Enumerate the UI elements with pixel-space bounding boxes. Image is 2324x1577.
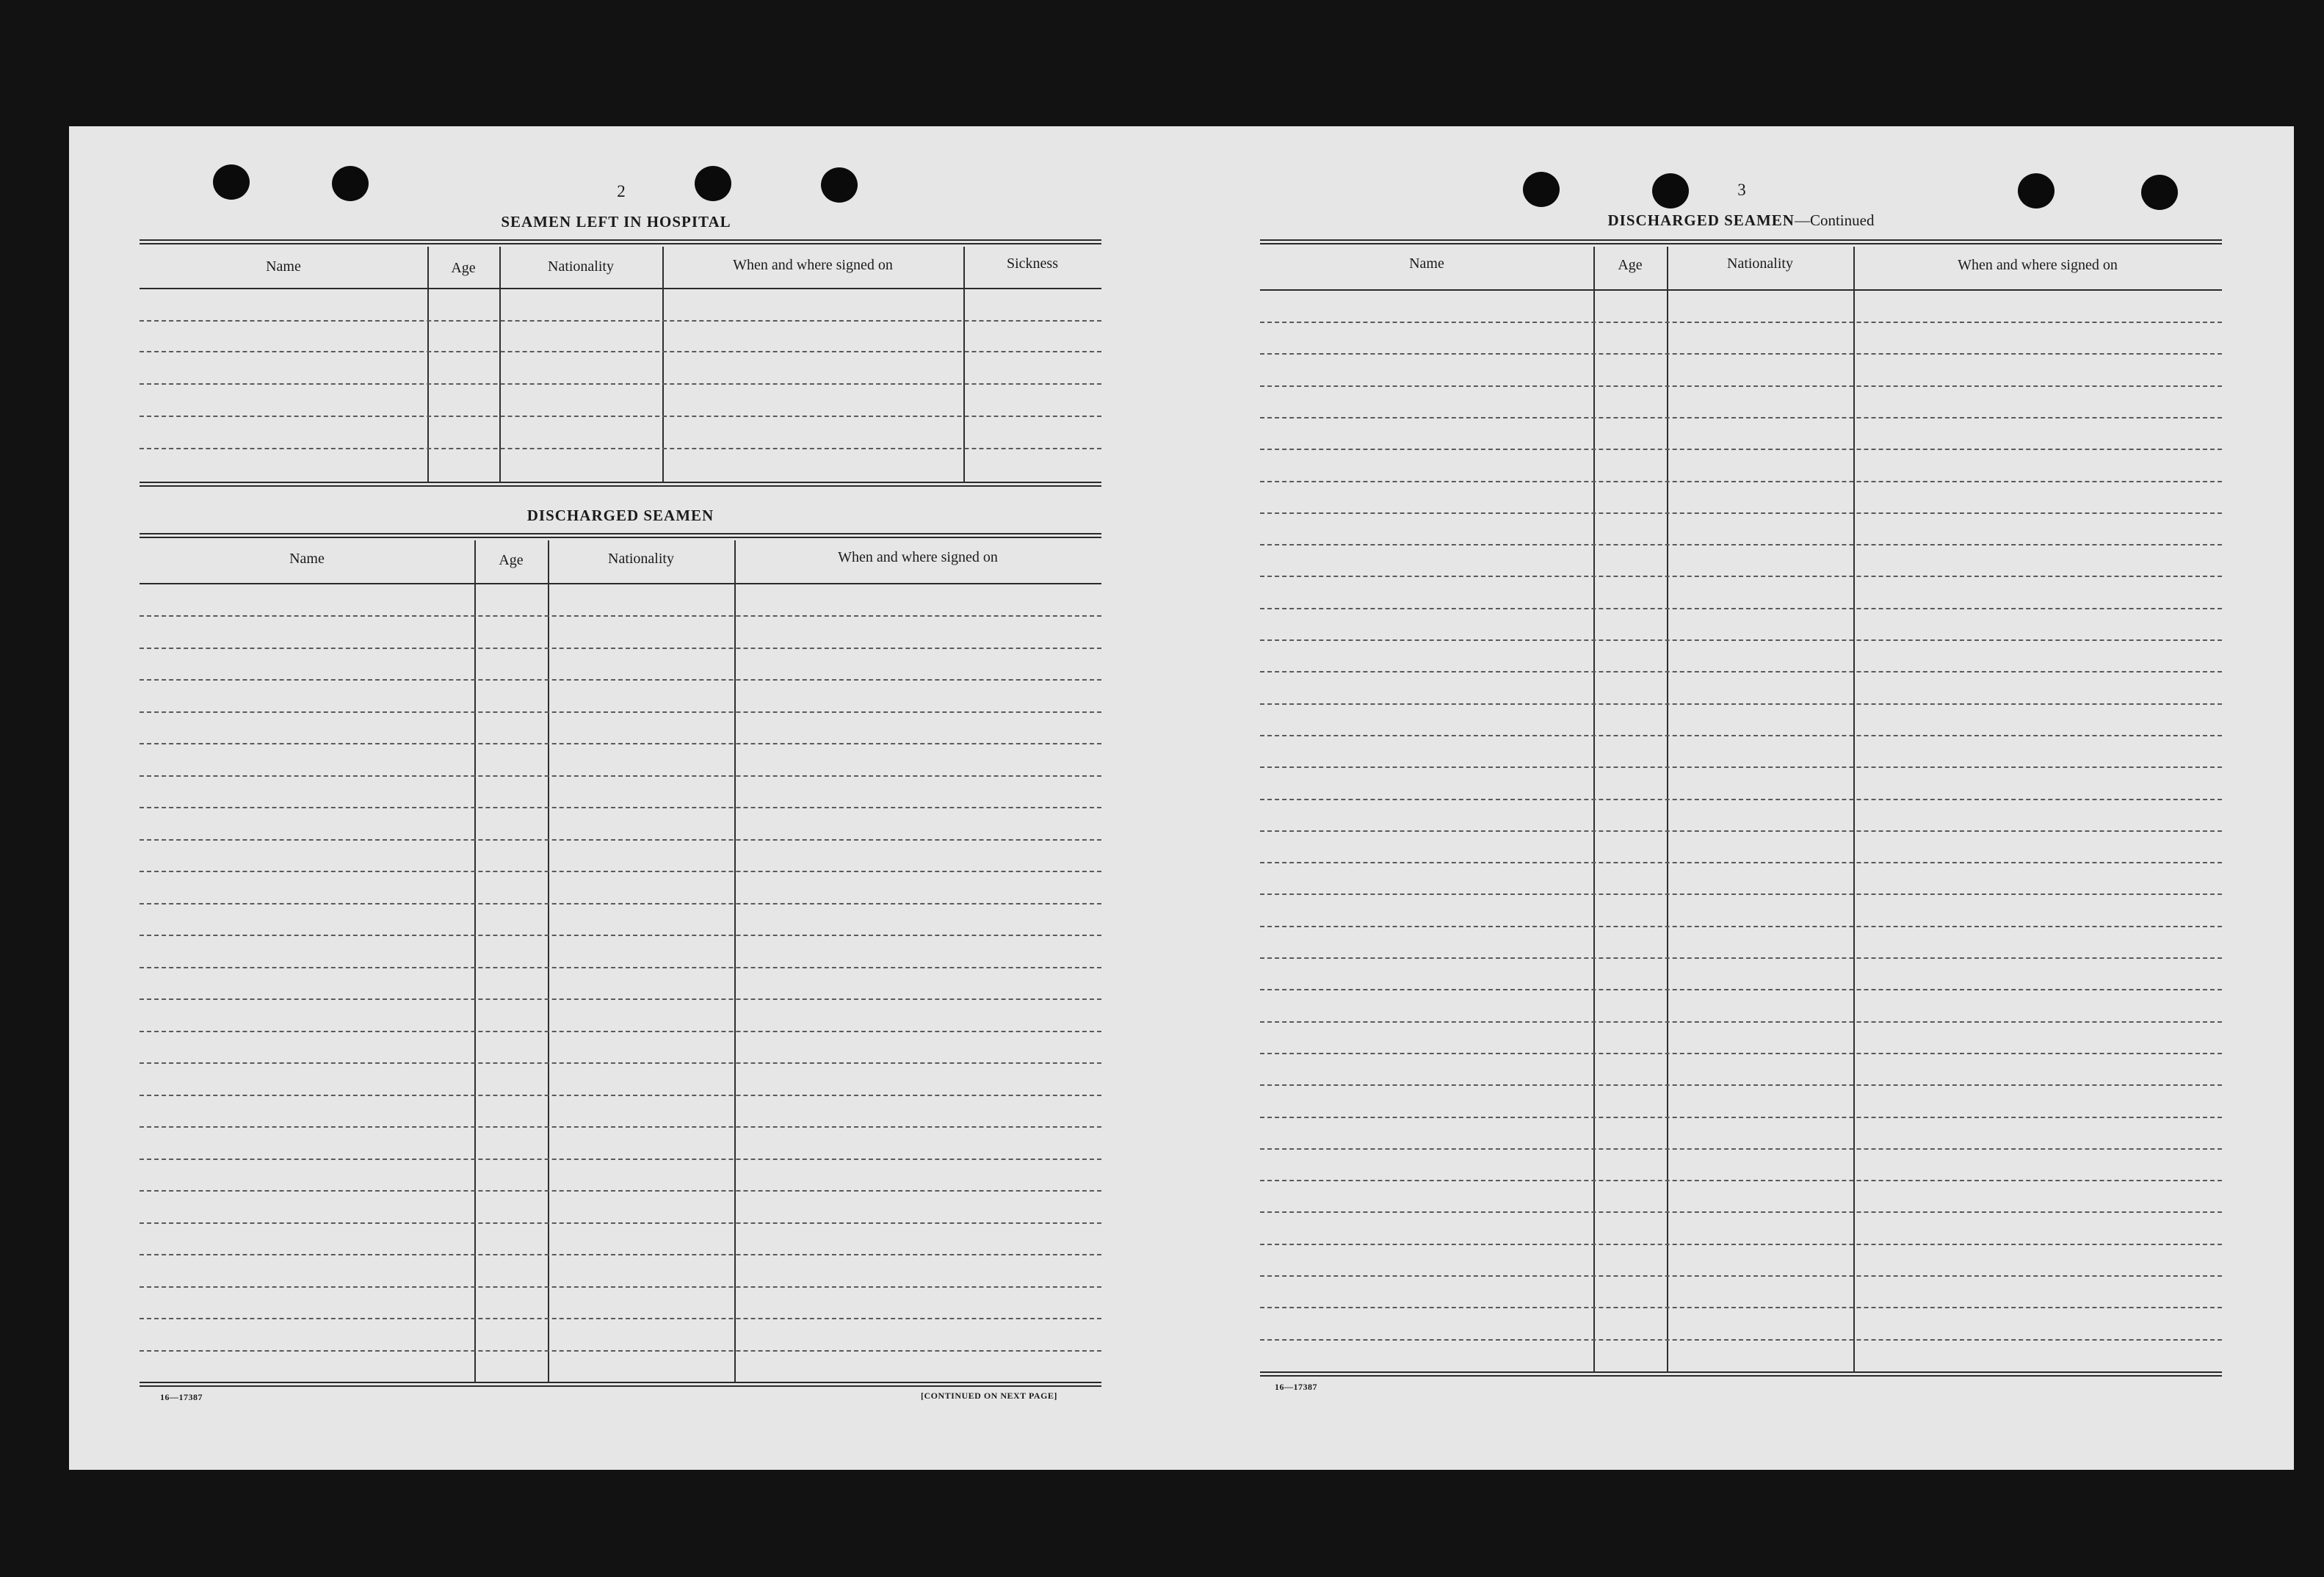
- entry-line: [1260, 1211, 2222, 1213]
- entry-line: [1260, 544, 2222, 545]
- entry-line: [1260, 417, 2222, 418]
- entry-line: [1260, 1053, 2222, 1054]
- entry-line: [1260, 830, 2222, 832]
- continued-note: [CONTINUED ON NEXT PAGE]: [921, 1391, 1057, 1401]
- entry-line: [1260, 957, 2222, 959]
- entry-line: [1260, 766, 2222, 768]
- column-header-name: Name: [1409, 255, 1444, 272]
- column-header-age: Age: [499, 552, 524, 568]
- punch-hole: [2018, 173, 2055, 209]
- entry-line: [1260, 926, 2222, 927]
- entry-line: [1260, 671, 2222, 673]
- column-divider: [734, 540, 736, 1383]
- entry-line: [140, 1286, 1101, 1288]
- entry-line: [1260, 1275, 2222, 1277]
- punch-hole: [695, 166, 731, 201]
- entry-line: [1260, 703, 2222, 705]
- header-rule: [140, 288, 1101, 289]
- entry-line: [140, 320, 1101, 322]
- entry-line: [1260, 449, 2222, 450]
- entry-line: [140, 1190, 1101, 1192]
- column-header-when-where: When and where signed on: [1958, 257, 2118, 273]
- column-divider: [1853, 247, 1855, 1373]
- punch-hole: [1652, 173, 1689, 209]
- table-top-rule: [140, 239, 1101, 244]
- entry-line: [1260, 353, 2222, 355]
- punch-hole: [821, 167, 858, 203]
- entry-line: [140, 935, 1101, 936]
- entry-line: [1260, 1084, 2222, 1086]
- entry-line: [1260, 1021, 2222, 1023]
- entry-line: [140, 679, 1101, 681]
- column-header-when-where: When and where signed on: [733, 257, 893, 273]
- entry-line: [140, 448, 1101, 449]
- column-divider: [474, 540, 476, 1383]
- column-header-age: Age: [451, 260, 476, 276]
- table-bottom-rule: [140, 482, 1101, 487]
- entry-line: [1260, 576, 2222, 577]
- column-header-age: Age: [1618, 257, 1643, 273]
- section-title-discharged-continued: [1260, 211, 2222, 230]
- column-divider: [548, 540, 549, 1383]
- column-header-nationality: Nationality: [608, 551, 674, 567]
- entry-line: [140, 967, 1101, 968]
- entry-line: [1260, 639, 2222, 641]
- entry-line: [1260, 608, 2222, 609]
- column-divider: [1593, 247, 1595, 1373]
- entry-line: [140, 807, 1101, 808]
- entry-line: [140, 775, 1101, 777]
- header-rule: [1260, 289, 2222, 291]
- form-number: 16—17387: [1275, 1382, 1317, 1392]
- column-divider: [1667, 247, 1668, 1373]
- entry-line: [140, 998, 1101, 1000]
- entry-line: [140, 351, 1101, 352]
- entry-line: [140, 615, 1101, 617]
- entry-line: [140, 1350, 1101, 1352]
- entry-line: [1260, 989, 2222, 990]
- entry-line: [1260, 1244, 2222, 1245]
- entry-line: [140, 1031, 1101, 1032]
- punch-hole: [332, 166, 369, 201]
- table-top-rule: [1260, 239, 2222, 244]
- form-number: 16—17387: [160, 1392, 203, 1402]
- entry-line: [1260, 385, 2222, 387]
- punch-hole: [213, 164, 250, 200]
- entry-line: [1260, 481, 2222, 482]
- page-number: 3: [1737, 181, 1746, 199]
- scanned-form-spread: [69, 126, 2294, 1470]
- entry-line: [1260, 862, 2222, 863]
- section-title-hospital: SEAMEN LEFT IN HOSPITAL: [501, 213, 731, 231]
- column-header-name: Name: [266, 258, 301, 275]
- column-header-sickness: Sickness: [1007, 255, 1058, 272]
- entry-line: [1260, 322, 2222, 323]
- entry-line: [140, 1254, 1101, 1255]
- entry-line: [140, 743, 1101, 744]
- entry-line: [140, 1159, 1101, 1160]
- column-header-when-where: When and where signed on: [838, 549, 998, 565]
- entry-line: [1260, 1148, 2222, 1150]
- punch-hole: [2141, 175, 2178, 210]
- entry-line: [1260, 1307, 2222, 1308]
- entry-line: [1260, 1180, 2222, 1181]
- column-header-name: Name: [289, 551, 325, 567]
- entry-line: [140, 1062, 1101, 1064]
- table-bottom-rule: [1260, 1371, 2222, 1377]
- section-title-discharged: DISCHARGED SEAMEN: [526, 507, 714, 524]
- entry-line: [140, 1318, 1101, 1319]
- column-header-nationality: Nationality: [548, 258, 614, 275]
- entry-line: [1260, 893, 2222, 895]
- entry-line: [1260, 799, 2222, 800]
- entry-line: [140, 871, 1101, 872]
- column-header-nationality: Nationality: [1727, 255, 1793, 272]
- entry-line: [1260, 735, 2222, 736]
- entry-line: [140, 416, 1101, 417]
- entry-line: [140, 1222, 1101, 1224]
- page-number: 2: [617, 182, 626, 200]
- entry-line: [1260, 1339, 2222, 1341]
- entry-line: [140, 648, 1101, 649]
- section-title-suffix: —Continued: [1794, 211, 1875, 229]
- table-bottom-rule: [140, 1382, 1101, 1387]
- section-title-text: DISCHARGED SEAMEN: [1607, 211, 1795, 229]
- entry-line: [140, 383, 1101, 385]
- entry-line: [1260, 1117, 2222, 1118]
- table-top-rule: [140, 533, 1101, 538]
- entry-line: [140, 1126, 1101, 1128]
- punch-hole: [1523, 172, 1560, 207]
- entry-line: [140, 839, 1101, 841]
- header-rule: [140, 583, 1101, 584]
- entry-line: [1260, 512, 2222, 514]
- entry-line: [140, 1095, 1101, 1096]
- entry-line: [140, 711, 1101, 713]
- entry-line: [140, 903, 1101, 904]
